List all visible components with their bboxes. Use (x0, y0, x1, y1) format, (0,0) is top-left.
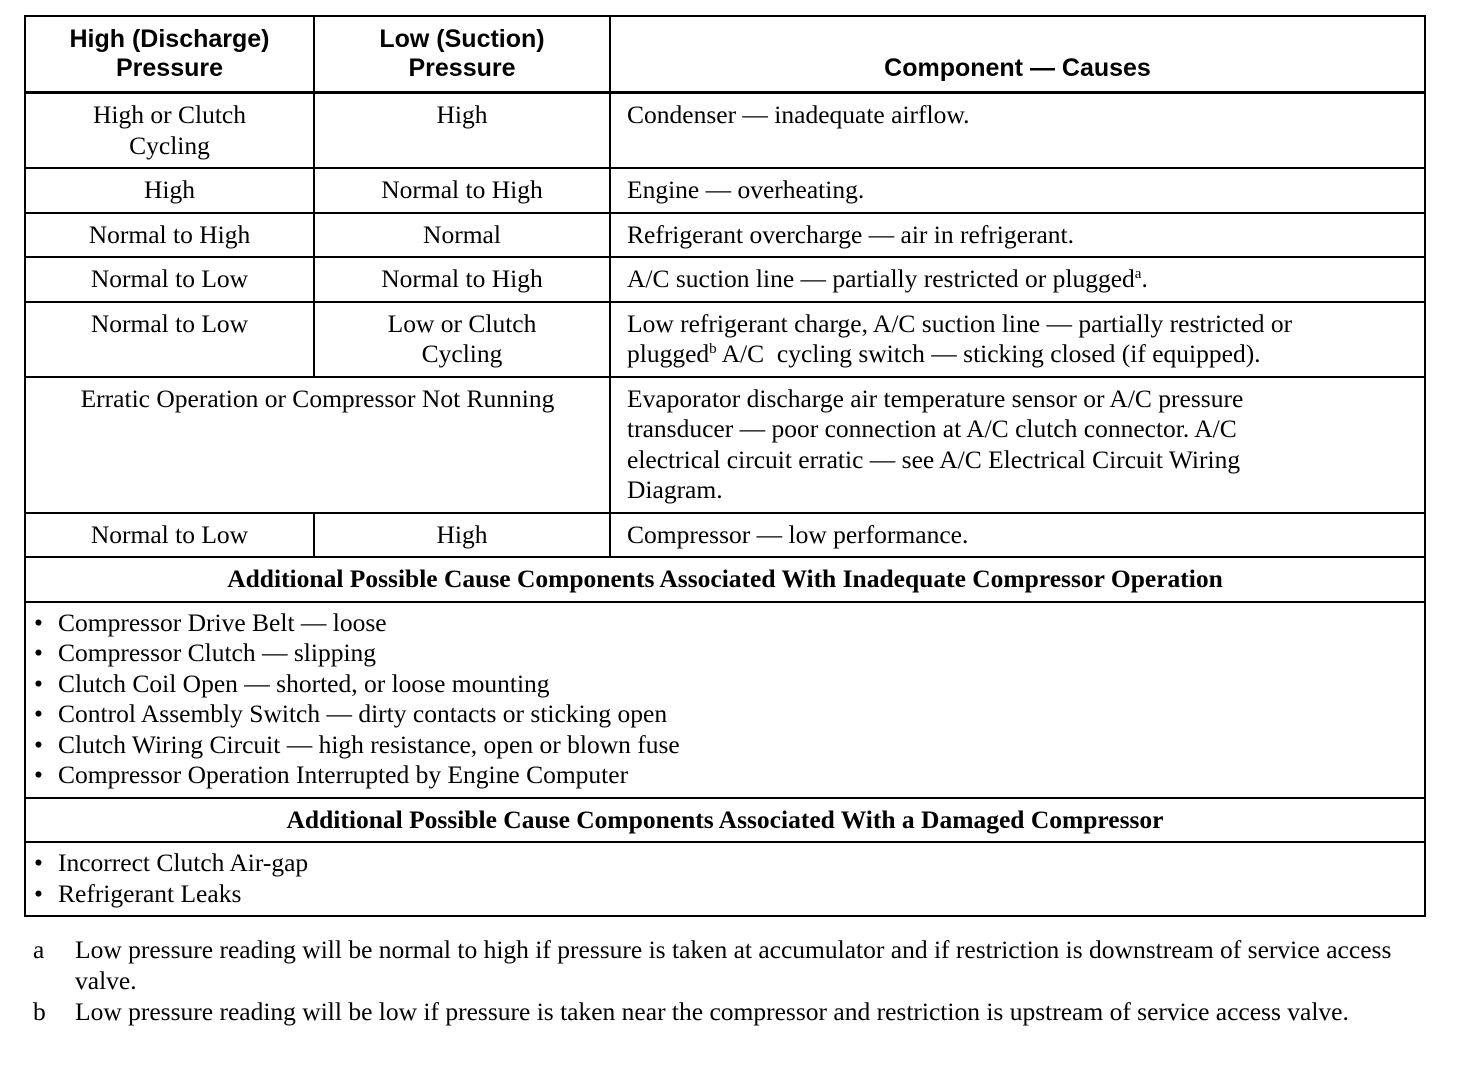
bullet-icon: • (34, 729, 43, 759)
cause-line2-a: plugged (627, 339, 710, 368)
ac-diagnosis-table (24, 15, 1426, 917)
cell-low-line2: Cycling (421, 339, 503, 368)
cell-low (314, 302, 610, 377)
list-item-text: Compressor Clutch — slipping (58, 638, 377, 667)
cell-cause: Compressor — low performance. (610, 513, 1425, 558)
cell-cause: Condenser — inadequate airflow. (610, 93, 1425, 169)
cell-high: Normal to Low (25, 257, 314, 302)
cell-cause: Evaporator discharge air temperature sensor or A/C pressure transducer — poor connection at A/C clutch connector. A/C electrical circuit erratic — see A/C Electrical Circuit Wiring Diagram. (610, 377, 1425, 513)
cell-low: High (314, 93, 610, 169)
bullet-icon: • (34, 699, 43, 728)
cell-low: Normal to High (314, 168, 610, 213)
cell-high-line1: High or Clutch (93, 100, 246, 129)
section-damaged-compressor-list (25, 842, 1425, 916)
table-row (25, 168, 1425, 213)
bullet-icon: • (34, 638, 43, 667)
bullet-icon: • (34, 760, 43, 789)
list-item (34, 699, 1416, 730)
footnotes (24, 935, 1424, 1028)
table-row (25, 213, 1425, 258)
footnote-ref-b: b (709, 341, 717, 357)
cause-line1: Low refrigerant charge, A/C suction line — partially restricted or (627, 308, 1293, 338)
footnote-ref-a: a (1134, 266, 1142, 282)
list-item-text: Compressor Operation Interrupted by Engine Computer (58, 760, 629, 789)
footnote-a (24, 935, 1424, 996)
cell-low-line1: Low or Clutch (387, 308, 537, 338)
cell-low: Normal (314, 213, 610, 258)
cell-high: High (25, 168, 314, 213)
table-row (25, 302, 1425, 377)
cell-high: Normal to Low (25, 513, 314, 558)
list-item (34, 669, 1416, 700)
list-item-text: Clutch Wiring Circuit — high resistance, open or blown fuse (58, 729, 680, 759)
cause-text: A/C suction line — partially restricted or plugged (627, 264, 1135, 293)
header-high-line2: Pressure (115, 54, 224, 82)
cause-tail: . (1141, 264, 1148, 293)
list-item (34, 638, 1416, 669)
bullet-icon: • (34, 878, 43, 908)
list-item-text: Control Assembly Switch — dirty contacts or sticking open (58, 699, 668, 728)
header-low-pressure (314, 16, 610, 93)
list-item-text: Clutch Coil Open — shorted, or loose mounting (58, 668, 550, 698)
cell-high: Normal to Low (25, 302, 314, 377)
section-header-row (25, 798, 1425, 843)
cell-high (25, 93, 314, 169)
list-item (34, 879, 1416, 910)
cell-cause: Refrigerant overcharge — air in refrigerant. (610, 213, 1425, 258)
cell-low: Normal to High (314, 257, 610, 302)
cell-low: High (314, 513, 610, 558)
section-list-row (25, 602, 1425, 798)
header-low-line2: Pressure (408, 54, 516, 82)
bullet-icon: • (34, 607, 43, 637)
bullet-icon: • (34, 668, 43, 698)
list-item-text: Compressor Drive Belt — loose (58, 607, 387, 637)
cell-merged-condition: Erratic Operation or Compressor Not Running (25, 377, 610, 513)
list-item (34, 760, 1416, 791)
cause-line2-b: A/C cycling switch — sticking closed (if equipped). (716, 339, 1261, 368)
cell-cause: Engine — overheating. (610, 168, 1425, 213)
cell-high: Normal to High (25, 213, 314, 258)
table-row (25, 377, 1425, 513)
header-high-pressure (25, 16, 314, 93)
list-item-text: Incorrect Clutch Air-gap (58, 848, 309, 877)
section-damaged-compressor-title: Additional Possible Cause Components Associated With a Damaged Compressor (25, 798, 1425, 843)
section-header-row (25, 557, 1425, 602)
cell-cause (610, 302, 1425, 377)
footnote-text: Low pressure reading will be normal to high if pressure is taken at accumulator and if restriction is downstream of service access valve. (75, 935, 1392, 995)
footnote-mark: a (33, 935, 45, 964)
footnote-text: Low pressure reading will be low if pressure is taken near the compressor and restriction is upstream of service access valve. (75, 997, 1349, 1026)
list-item (34, 608, 1416, 639)
header-component-causes: Component — Causes (610, 16, 1425, 93)
table-row (25, 257, 1425, 302)
cell-cause (610, 257, 1425, 302)
section-inadequate-operation-list (25, 602, 1425, 798)
cell-high-line2: Cycling (129, 130, 210, 160)
table-row (25, 513, 1425, 558)
header-low-line1: Low (Suction) (379, 25, 545, 53)
section-list-row (25, 842, 1425, 916)
footnote-mark: b (33, 997, 46, 1026)
table-row (25, 93, 1425, 169)
header-row (25, 16, 1425, 93)
bullet-icon: • (34, 848, 43, 877)
list-item (34, 848, 1416, 879)
list-item-text: Refrigerant Leaks (58, 878, 242, 908)
header-high-line1: High (Discharge) (69, 25, 270, 53)
section-inadequate-operation-title: Additional Possible Cause Components Associated With Inadequate Compressor Operation (25, 557, 1425, 602)
document (24, 15, 1424, 1029)
footnote-b (24, 997, 1424, 1028)
list-item (34, 730, 1416, 761)
